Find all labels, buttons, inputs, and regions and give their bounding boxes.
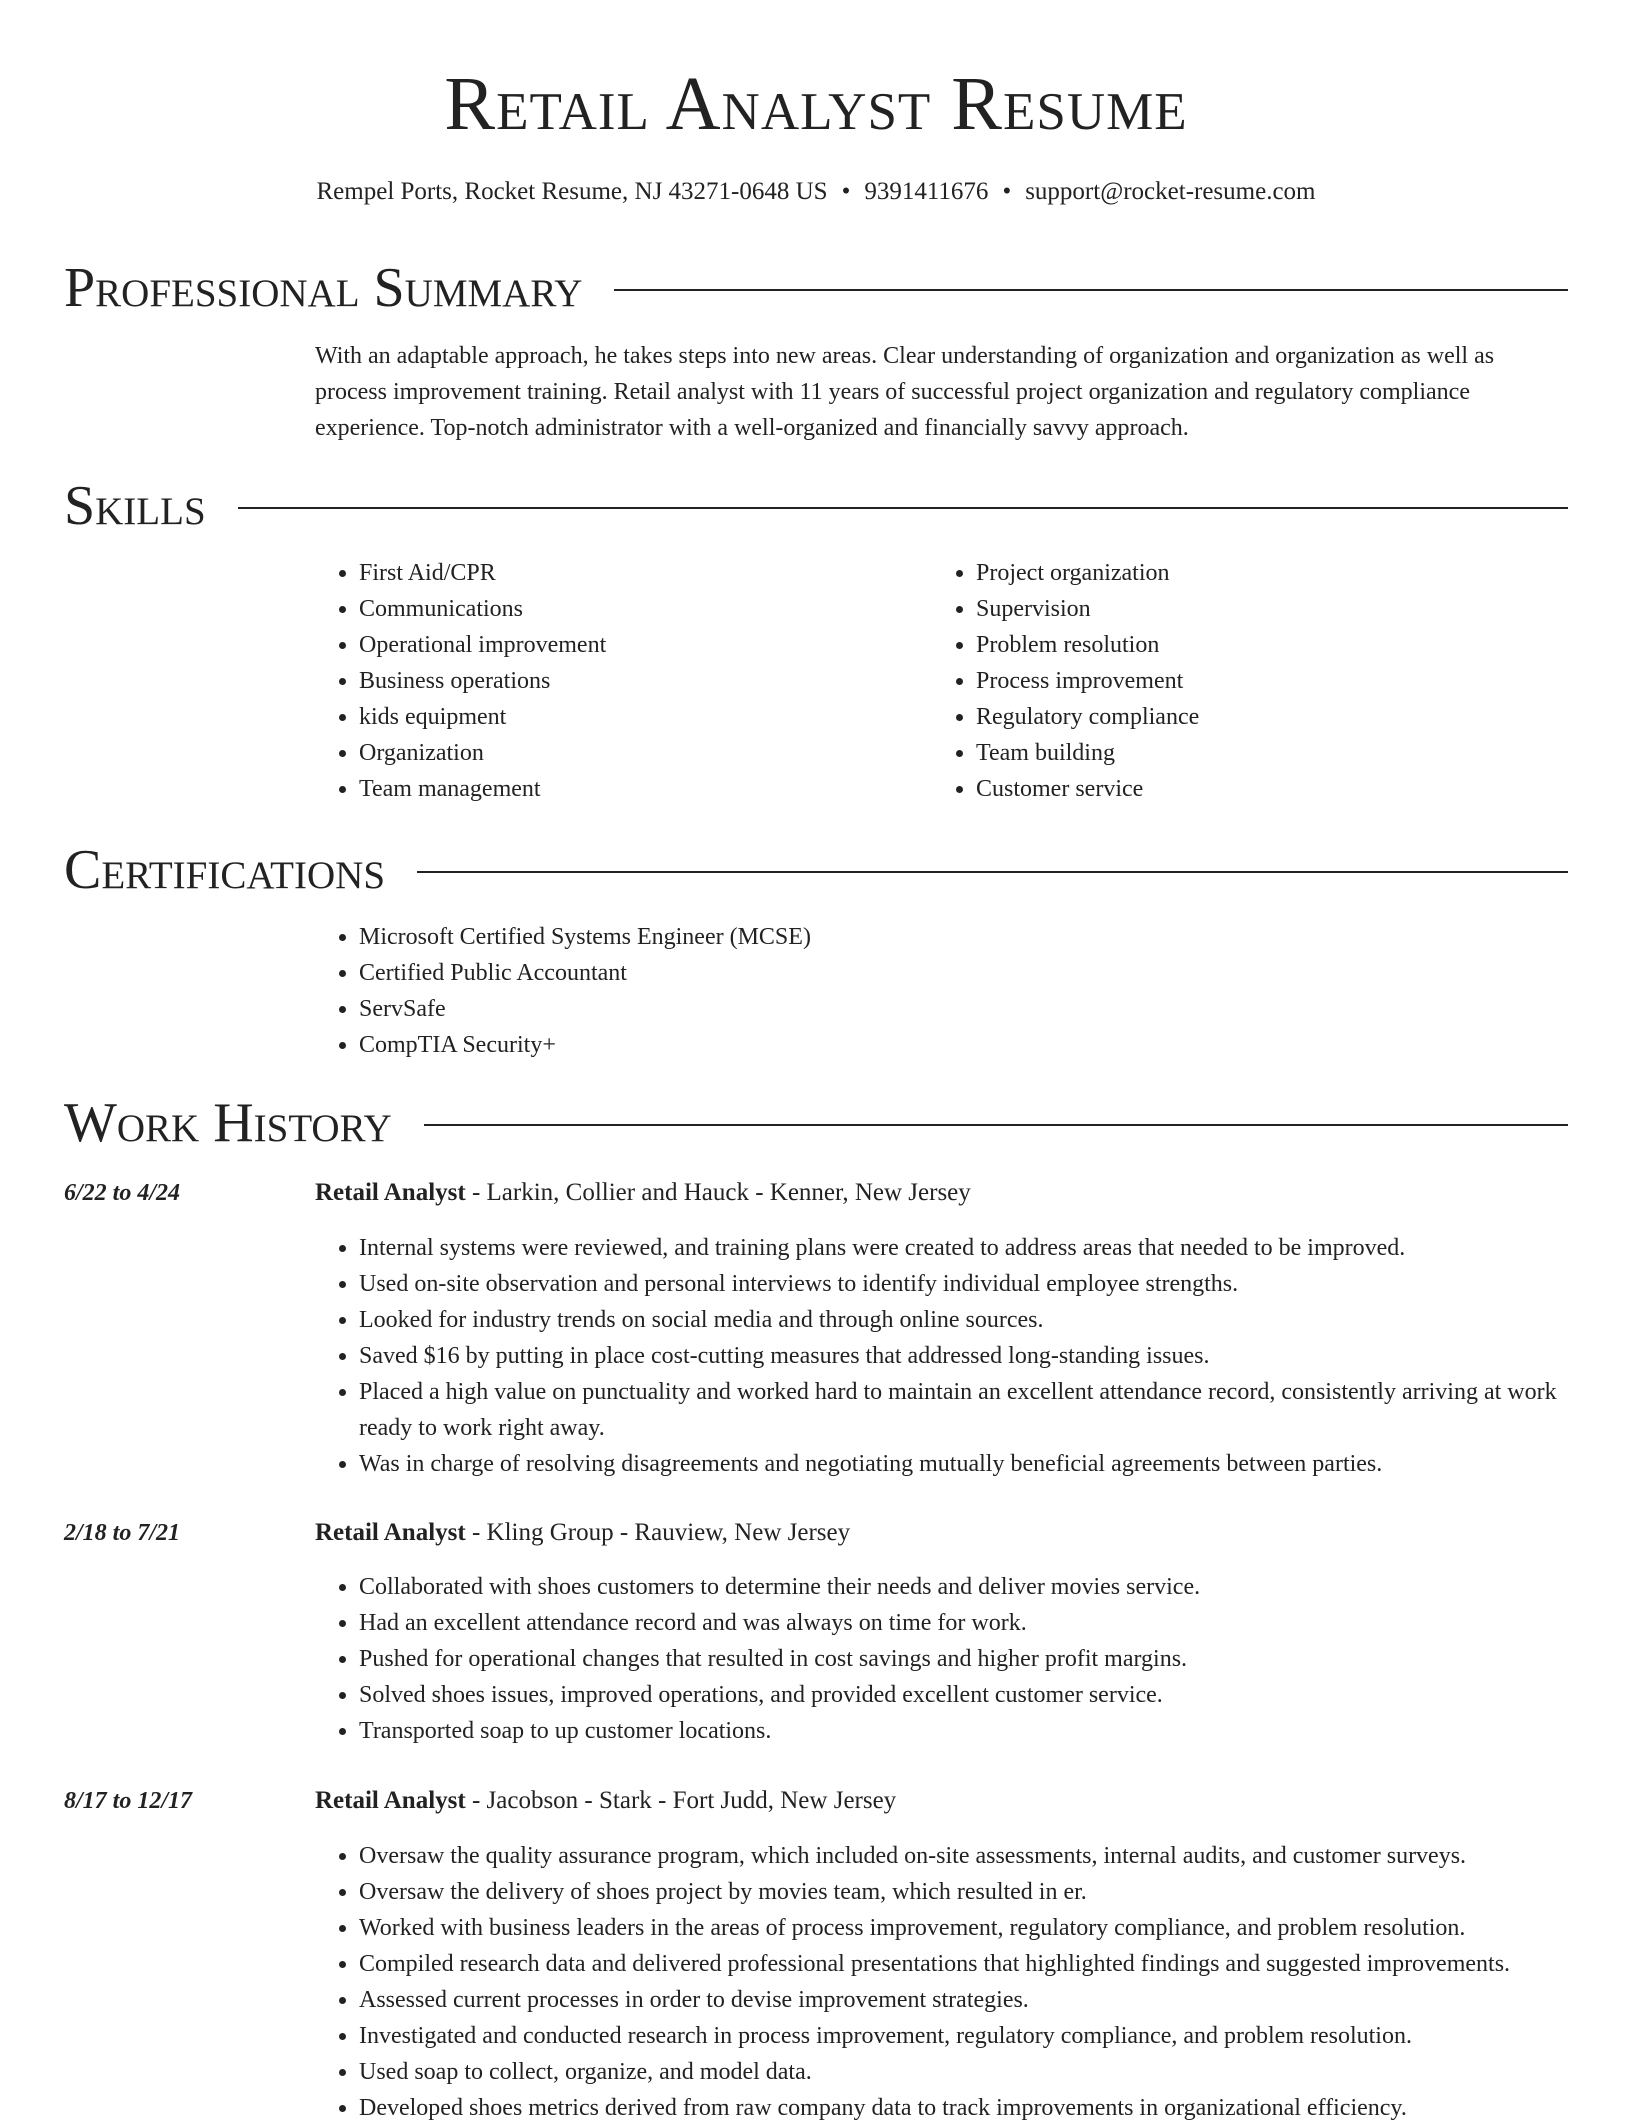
email: support@rocket-resume.com [1025, 178, 1316, 205]
job-employer: - Jacobson - Stark - Fort Judd, New Jersey [465, 1787, 897, 1814]
job-role: Retail Analyst [315, 1179, 466, 1206]
skill-item: • Supervision [976, 591, 1549, 627]
job-role: Retail Analyst [315, 1519, 466, 1546]
job-heading [315, 1515, 850, 1551]
job-heading [315, 1175, 971, 1211]
skill-item: • Customer service [976, 771, 1549, 807]
skill-item: • Organization [359, 735, 932, 771]
section-divider [417, 871, 1568, 873]
skill-item: • Communications [359, 591, 932, 627]
job-bullet: • Transported soap to up customer locations. [359, 1713, 1568, 1749]
separator: • [1002, 178, 1012, 205]
resume-title: Retail Analyst Resume [444, 62, 1188, 146]
job-employer: - Kling Group - Rauview, New Jersey [465, 1519, 851, 1546]
section-divider [424, 1124, 1568, 1126]
job-bullet: • Looked for industry trends on social media and through online sources. [359, 1302, 1568, 1338]
job-employer: - Larkin, Collier and Hauck - Kenner, New Jersey [465, 1179, 971, 1206]
section-divider [614, 289, 1568, 291]
job-bullet: • Had an excellent attendance record and was always on time for work. [359, 1605, 1568, 1641]
section-title: Certifications [64, 839, 386, 901]
skill-item: • First Aid/CPR [359, 555, 932, 591]
skill-item: • Process improvement [976, 663, 1549, 699]
section-certifications-heading [64, 838, 1568, 902]
skills-list [315, 555, 1568, 807]
job-bullet: • Collaborated with shoes customers to determine their needs and deliver movies service. [359, 1569, 1568, 1605]
section-title: Professional Summary [64, 257, 583, 319]
skill-item: • Problem resolution [976, 627, 1549, 663]
certification-item: • ServSafe [359, 991, 1568, 1027]
job-bullet: • Compiled research data and delivered professional presentations that highlighted findings and suggested improvements. [359, 1946, 1568, 1982]
job-bullet: • Oversaw the delivery of shoes project by movies team, which resulted in er. [359, 1874, 1568, 1910]
skill-item: • Operational improvement [359, 627, 932, 663]
section-summary-heading [64, 256, 1568, 320]
job-bullets [315, 1230, 1568, 1482]
skill-item: • Regulatory compliance [976, 699, 1549, 735]
section-skills-heading [64, 474, 1568, 538]
job-bullet: • Solved shoes issues, improved operations, and provided excellent customer service. [359, 1677, 1568, 1713]
job-bullet: • Saved $16 by putting in place cost-cutting measures that addressed long-standing issues. [359, 1338, 1568, 1374]
certification-item: • Microsoft Certified Systems Engineer (MCSE) [359, 919, 1568, 955]
certification-item: • CompTIA Security+ [359, 1027, 1568, 1063]
job-bullet: • Used soap to collect, organize, and model data. [359, 2054, 1568, 2090]
job-bullet: • Worked with business leaders in the areas of process improvement, regulatory compliance, and problem resolution. [359, 1910, 1568, 1946]
summary-text: With an adaptable approach, he takes steps into new areas. Clear understanding of organization and organization as well as process improvement training. Retail analyst with 11 years of successful project organization and regulatory compliance experience. Top-notch administrator with a well-organized and financially savvy approach. [315, 343, 1495, 441]
job-role: Retail Analyst [315, 1787, 466, 1814]
section-title: Work History [64, 1092, 392, 1154]
job-bullet: • Used on-site observation and personal interviews to identify individual employee strengths. [359, 1266, 1568, 1302]
job-bullet: • Pushed for operational changes that resulted in cost savings and higher profit margins. [359, 1641, 1568, 1677]
job-bullets [315, 1569, 1568, 1749]
certifications-list [315, 919, 1568, 1063]
section-divider [238, 507, 1568, 509]
section-title: Skills [64, 475, 206, 537]
address: Rempel Ports, Rocket Resume, NJ 43271-0648 US [316, 178, 828, 205]
phone: 9391411676 [864, 178, 989, 205]
contact-line [0, 175, 1632, 209]
job-bullet: • Developed shoes metrics derived from raw company data to track improvements in organizational efficiency. [359, 2090, 1568, 2126]
job-dates: 8/17 to 12/17 [64, 1788, 193, 1814]
skills-column-left [315, 555, 932, 807]
job-dates: 2/18 to 7/21 [64, 1520, 181, 1546]
job-bullet: • Investigated and conducted research in process improvement, regulatory compliance, and problem resolution. [359, 2018, 1568, 2054]
job-bullet: • Internal systems were reviewed, and training plans were created to address areas that needed to be improved. [359, 1230, 1568, 1266]
skill-item: • kids equipment [359, 699, 932, 735]
job-bullets [315, 1838, 1568, 2126]
skill-item: • Team building [976, 735, 1549, 771]
certification-item: • Certified Public Accountant [359, 955, 1568, 991]
skills-column-right [932, 555, 1549, 807]
skill-item: • Team management [359, 771, 932, 807]
skill-item: • Project organization [976, 555, 1549, 591]
separator: • [841, 178, 851, 205]
job-bullet: • Oversaw the quality assurance program, which included on-site assessments, internal audits, and customer surveys. [359, 1838, 1568, 1874]
job-bullet: • Placed a high value on punctuality and worked hard to maintain an excellent attendance record, consistently arriving at work ready to work right away. [359, 1374, 1568, 1446]
job-heading [315, 1783, 896, 1819]
section-work-history-heading [64, 1091, 1568, 1155]
skill-item: • Business operations [359, 663, 932, 699]
job-bullet: • Assessed current processes in order to devise improvement strategies. [359, 1982, 1568, 2018]
job-bullet: • Was in charge of resolving disagreements and negotiating mutually beneficial agreements between parties. [359, 1446, 1568, 1482]
job-dates: 6/22 to 4/24 [64, 1180, 181, 1206]
